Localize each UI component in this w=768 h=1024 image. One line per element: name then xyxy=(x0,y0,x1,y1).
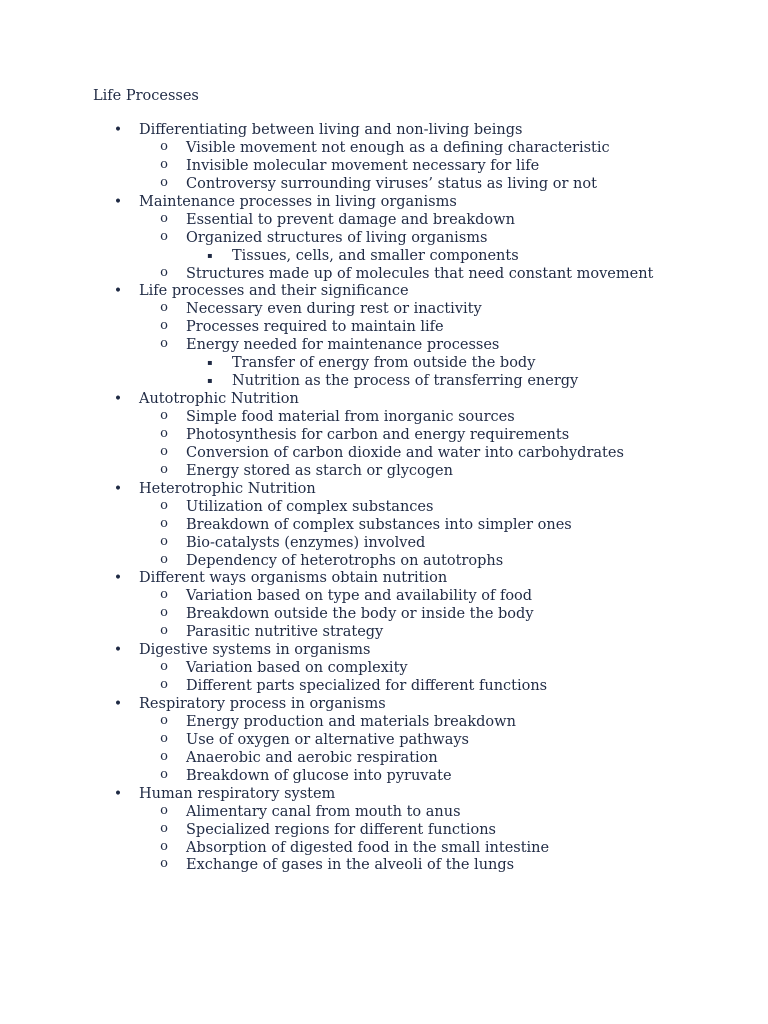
bullet-circle-icon: o xyxy=(160,300,168,316)
bullet-disc-icon: • xyxy=(113,642,123,659)
outline-item-text: Life processes and their significance xyxy=(139,283,409,300)
bullet-circle-icon: o xyxy=(160,856,168,872)
bullet-disc-icon: • xyxy=(113,570,123,587)
outline-item-text: Respiratory process in organisms xyxy=(139,696,386,712)
document-title: Life Processes xyxy=(93,88,199,104)
outline-item-level-1 xyxy=(0,480,768,498)
outline-item-level-2 xyxy=(0,587,768,605)
outline-item-text: Exchange of gases in the alveoli of the lungs xyxy=(186,857,515,874)
bullet-circle-icon: o xyxy=(160,497,168,513)
outline-item-text: Different parts specialized for different functions xyxy=(186,678,548,695)
outline-item-level-2 xyxy=(0,336,768,354)
outline-item-level-2 xyxy=(0,444,768,462)
bullet-circle-icon: o xyxy=(160,838,168,854)
bullet-circle-icon: o xyxy=(160,318,168,334)
bullet-circle-icon: o xyxy=(160,551,168,567)
outline-item-level-2 xyxy=(0,229,768,247)
outline-item-level-2 xyxy=(0,462,768,480)
bullet-circle-icon: o xyxy=(160,766,168,782)
bullet-disc-icon: • xyxy=(113,391,123,408)
outline-item-level-1 xyxy=(0,390,768,408)
outline-item-text: Differentiating between living and non-living beings xyxy=(139,122,523,138)
outline-item-level-2 xyxy=(0,552,768,570)
bullet-circle-icon: o xyxy=(160,138,168,154)
bullet-square-icon: ▪ xyxy=(207,376,213,386)
outline-item-level-2 xyxy=(0,516,768,534)
bullet-disc-icon: • xyxy=(113,122,123,138)
outline-item-text: Specialized regions for different functions xyxy=(186,821,497,838)
outline-item-level-2 xyxy=(0,300,768,318)
outline-item-level-2 xyxy=(0,318,768,336)
outline-item-text: Variation based on complexity xyxy=(186,660,408,677)
bullet-circle-icon: o xyxy=(160,820,168,836)
bullet-circle-icon: o xyxy=(160,336,168,352)
outline-item-text: Invisible molecular movement necessary for life xyxy=(186,157,540,174)
outline-item-level-2 xyxy=(0,659,768,677)
outline-item-text: Tissues, cells, and smaller components xyxy=(232,247,519,264)
outline-item-text: Absorption of digested food in the small intestine xyxy=(186,839,550,856)
outline-item-text: Energy production and materials breakdown xyxy=(186,713,516,730)
bullet-circle-icon: o xyxy=(160,228,168,244)
outline-item-level-1 xyxy=(0,121,768,139)
outline-item-text: Energy stored as starch or glycogen xyxy=(186,462,453,479)
outline-item-level-3 xyxy=(0,354,768,372)
bullet-disc-icon: • xyxy=(113,480,123,497)
outline-item-text: Heterotrophic Nutrition xyxy=(139,480,316,497)
outline-item-text: Necessary even during rest or inactivity xyxy=(186,301,482,318)
outline-item-text: Parasitic nutritive strategy xyxy=(186,624,384,641)
outline-item-text: Different ways organisms obtain nutrition xyxy=(139,570,448,587)
bullet-circle-icon: o xyxy=(160,515,168,531)
bullet-circle-icon: o xyxy=(160,623,168,639)
outline-item-text: Organized structures of living organisms xyxy=(186,229,488,246)
outline-item-level-2 xyxy=(0,677,768,695)
outline-item-text: Photosynthesis for carbon and energy requirements xyxy=(186,426,570,443)
bullet-circle-icon: o xyxy=(160,264,168,280)
outline-item-level-2 xyxy=(0,803,768,821)
bullet-square-icon: ▪ xyxy=(207,250,213,260)
bullet-circle-icon: o xyxy=(160,425,168,441)
outline-item-text: Alimentary canal from mouth to anus xyxy=(186,803,461,820)
outline-item-level-3 xyxy=(0,372,768,390)
outline-item-level-2 xyxy=(0,498,768,516)
outline-item-level-1 xyxy=(0,785,768,803)
outline-item-text: Transfer of energy from outside the body xyxy=(232,355,536,372)
outline-item-text: Digestive systems in organisms xyxy=(139,642,371,659)
outline-item-text: Visible movement not enough as a defining characteristic xyxy=(186,139,610,156)
bullet-circle-icon: o xyxy=(160,533,168,549)
bullet-circle-icon: o xyxy=(160,677,168,693)
outline-item-level-2 xyxy=(0,265,768,283)
outline-item-level-2 xyxy=(0,749,768,767)
bullet-circle-icon: o xyxy=(160,461,168,477)
outline-item-level-2 xyxy=(0,856,768,874)
outline-item-text: Nutrition as the process of transferring energy xyxy=(232,373,579,390)
outline-item-text: Breakdown of complex substances into simpler ones xyxy=(186,516,572,533)
bullet-circle-icon: o xyxy=(160,712,168,728)
bullet-circle-icon: o xyxy=(160,443,168,459)
outline-item-level-2 xyxy=(0,139,768,157)
outline-item-level-1 xyxy=(0,282,768,300)
bullet-circle-icon: o xyxy=(160,156,168,172)
outline-item-text: Structures made up of molecules that need constant movement xyxy=(186,265,654,282)
outline-item-level-2 xyxy=(0,408,768,426)
outline-item-text: Essential to prevent damage and breakdown xyxy=(186,211,515,228)
outline-item-text: Utilization of complex substances xyxy=(186,498,434,515)
outline-item-level-2 xyxy=(0,623,768,641)
bullet-disc-icon: • xyxy=(113,193,123,210)
outline-item-text: Variation based on type and availability of food xyxy=(186,588,533,605)
outline-item-level-2 xyxy=(0,821,768,839)
outline-item-text: Autotrophic Nutrition xyxy=(139,391,299,408)
bullet-circle-icon: o xyxy=(160,802,168,818)
bullet-circle-icon: o xyxy=(160,587,168,603)
bullet-circle-icon: o xyxy=(160,730,168,746)
outline-item-text: Energy needed for maintenance processes xyxy=(186,337,500,354)
bullet-disc-icon: • xyxy=(113,283,123,300)
outline-item-level-1 xyxy=(0,641,768,659)
bullet-circle-icon: o xyxy=(160,605,168,621)
outline-item-text: Maintenance processes in living organisms xyxy=(139,193,457,210)
bullet-circle-icon: o xyxy=(160,659,168,675)
outline-item-text: Conversion of carbon dioxide and water into carbohydrates xyxy=(186,444,624,461)
outline-item-text: Dependency of heterotrophs on autotrophs xyxy=(186,552,504,569)
outline-item-text: Processes required to maintain life xyxy=(186,319,444,336)
bullet-circle-icon: o xyxy=(160,748,168,764)
outline-item-text: Bio-catalysts (enzymes) involved xyxy=(186,534,426,551)
outline-item-level-2 xyxy=(0,839,768,857)
outline-list xyxy=(0,121,768,874)
outline-item-level-2 xyxy=(0,211,768,229)
outline-item-level-1 xyxy=(0,695,768,713)
bullet-circle-icon: o xyxy=(160,408,168,423)
outline-item-level-2 xyxy=(0,175,768,193)
outline-item-level-2 xyxy=(0,426,768,444)
outline-item-level-1 xyxy=(0,569,768,587)
outline-item-level-1 xyxy=(0,193,768,211)
bullet-disc-icon: • xyxy=(113,696,123,712)
outline-item-text: Controversy surrounding viruses’ status as living or not xyxy=(186,175,597,192)
outline-item-level-2 xyxy=(0,767,768,785)
outline-item-level-2 xyxy=(0,157,768,175)
outline-item-level-2 xyxy=(0,534,768,552)
outline-item-level-2 xyxy=(0,731,768,749)
bullet-disc-icon: • xyxy=(113,785,123,802)
outline-item-text: Use of oxygen or alternative pathways xyxy=(186,731,469,748)
outline-item-text: Human respiratory system xyxy=(139,785,336,802)
outline-item-text: Anaerobic and aerobic respiration xyxy=(186,749,438,766)
outline-item-text: Breakdown of glucose into pyruvate xyxy=(186,767,452,784)
outline-item-text: Breakdown outside the body or inside the body xyxy=(186,606,534,623)
bullet-square-icon: ▪ xyxy=(207,358,213,368)
outline-item-level-2 xyxy=(0,713,768,731)
outline-item-text: Simple food material from inorganic sources xyxy=(186,409,515,425)
outline-item-level-2 xyxy=(0,605,768,623)
bullet-circle-icon: o xyxy=(160,210,168,226)
bullet-circle-icon: o xyxy=(160,174,168,190)
outline-item-level-3 xyxy=(0,247,768,265)
